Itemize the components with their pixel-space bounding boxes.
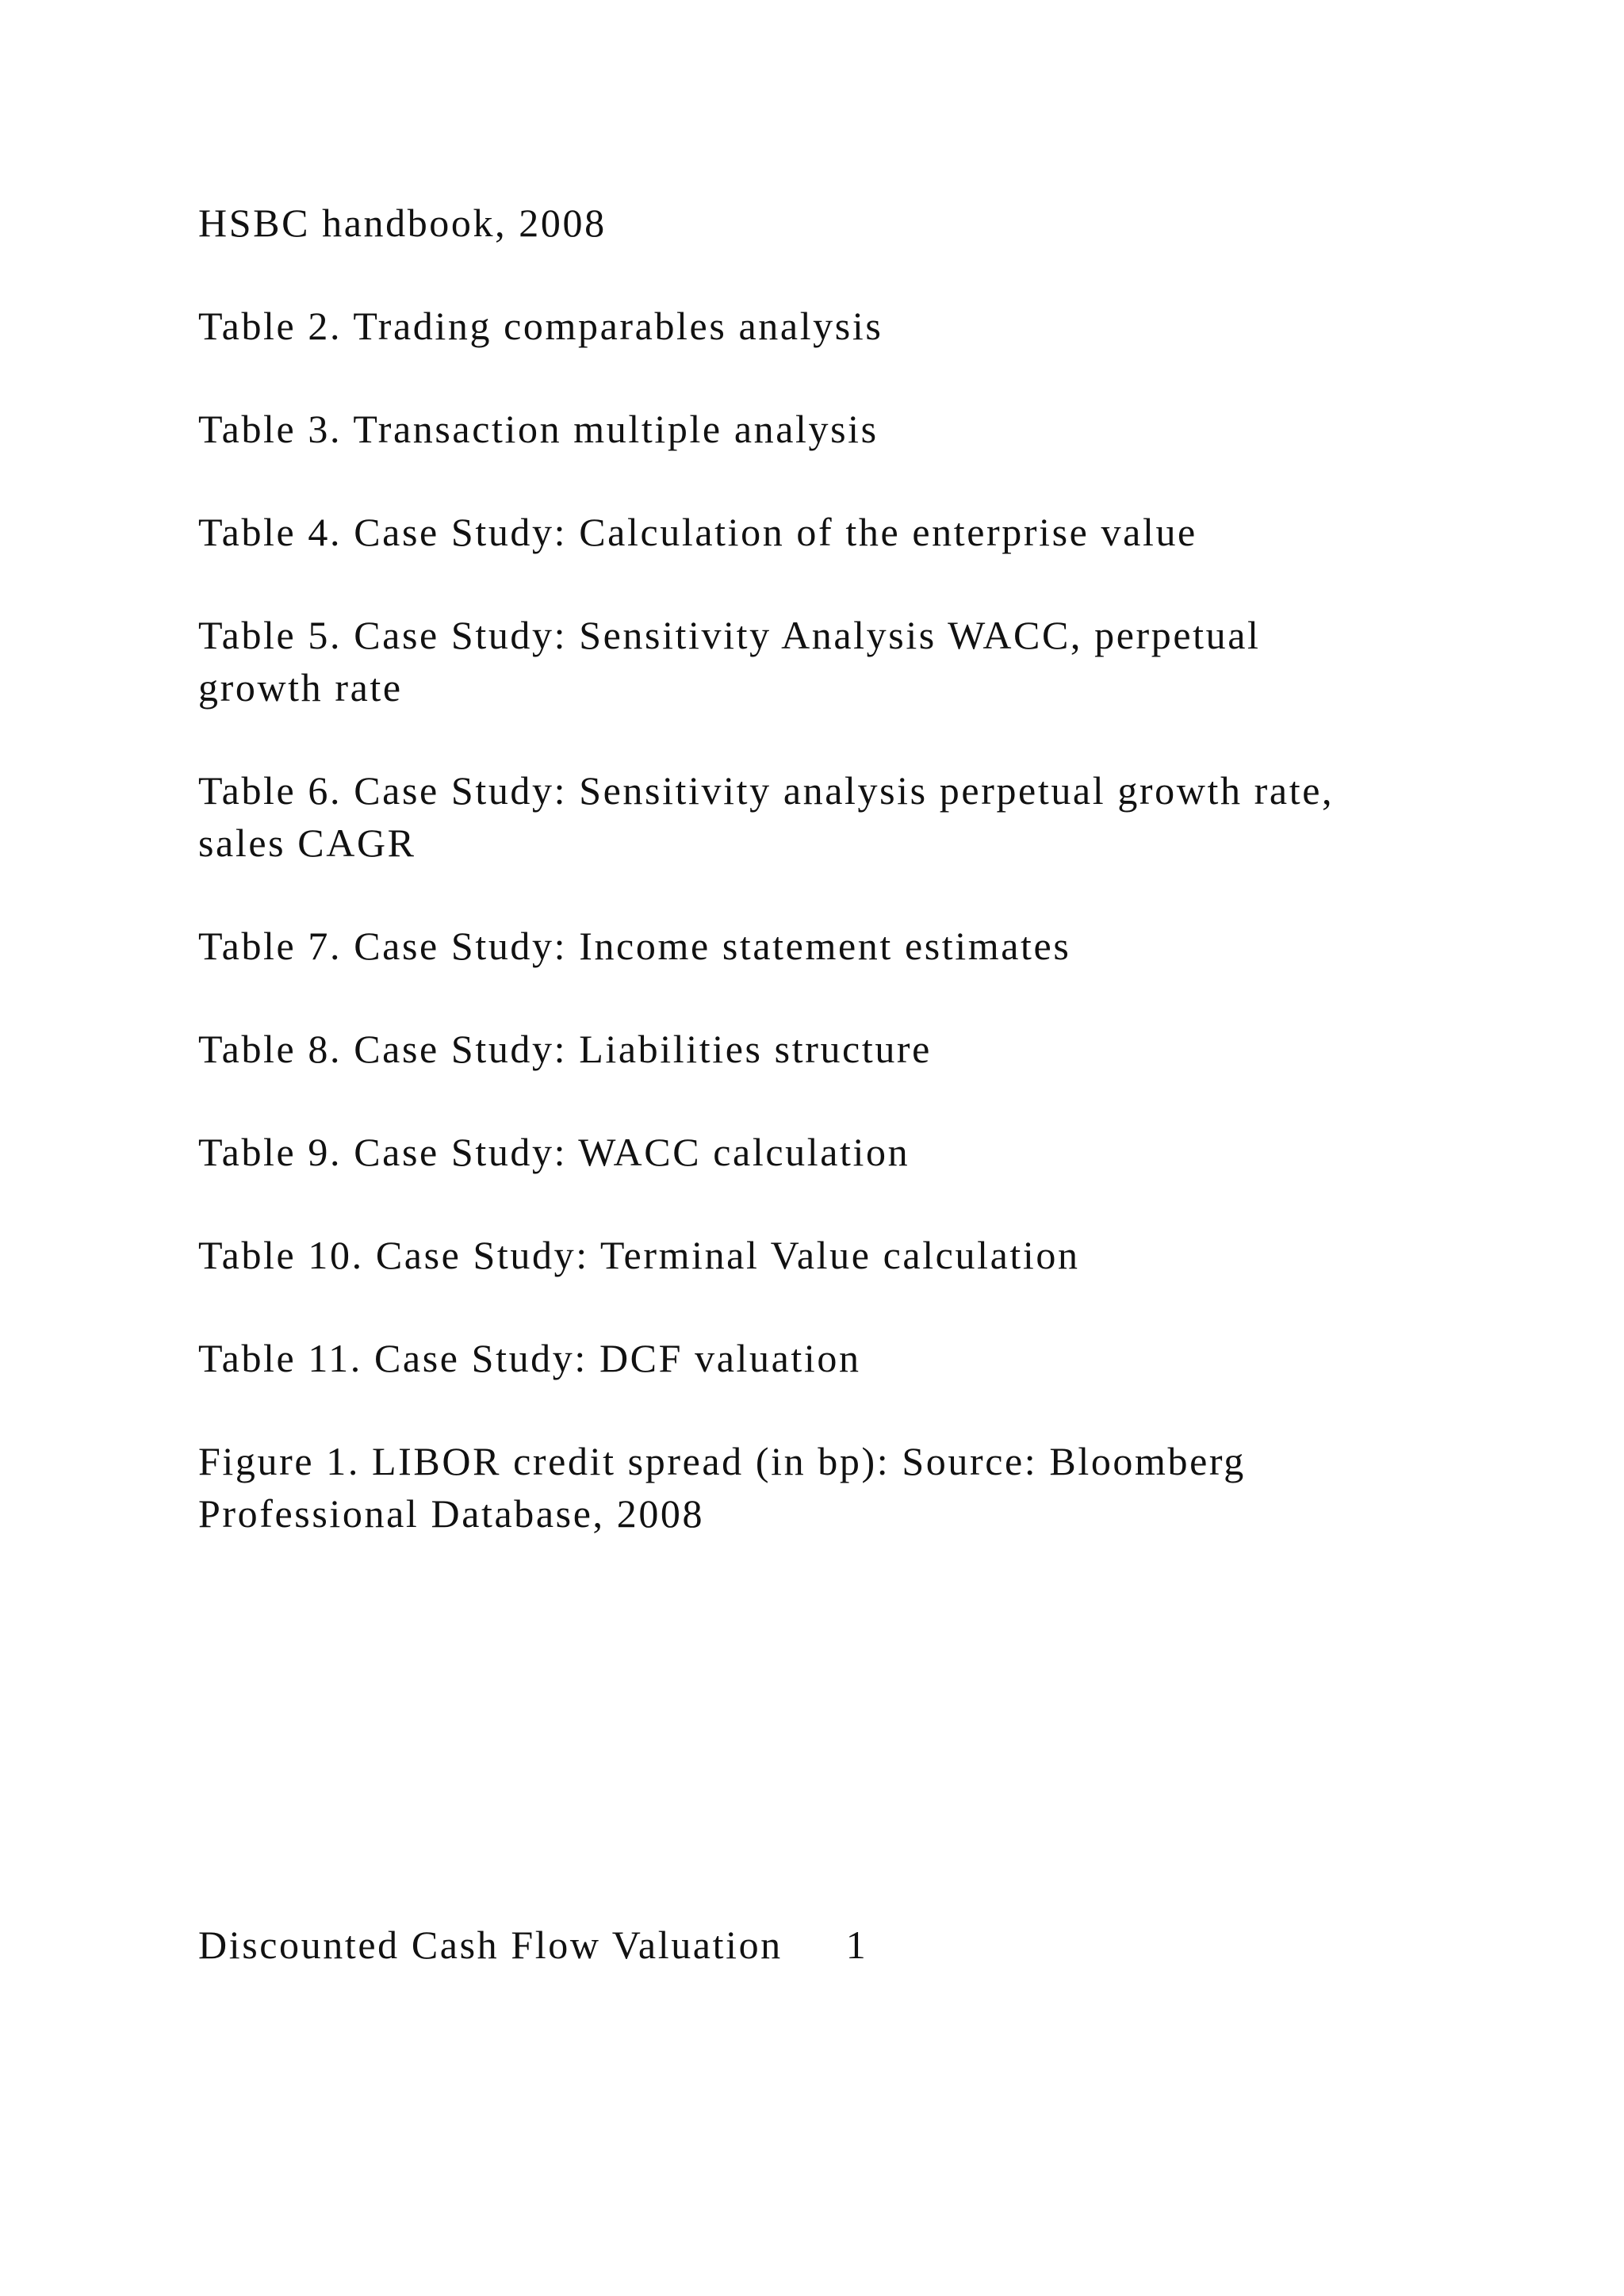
page-footer <box>198 1919 1150 1971</box>
table-caption-entry: Table 4. Case Study: Calculation of the enterprise value <box>198 510 1197 554</box>
table-caption-entry: Table 9. Case Study: WACC calculation <box>198 1130 910 1174</box>
table-caption-entry: Table 3. Transaction multiple analysis <box>198 407 879 451</box>
table-caption-entry: Table 11. Case Study: DCF valuation <box>198 1336 861 1380</box>
table-caption-entry: Table 5. Case Study: Sensitivity Analysis WACC, perpetual growth rate <box>198 613 1261 710</box>
figure-caption-entry: Figure 1. LIBOR credit spread (in bp): Source: Bloomberg Professional Database, 2008 <box>198 1439 1246 1536</box>
reference-entry: HSBC handbook, 2008 <box>198 201 607 245</box>
table-caption-entry: Table 7. Case Study: Income statement estimates <box>198 924 1071 968</box>
table-caption-entry: Table 6. Case Study: Sensitivity analysis perpetual growth rate, sales CAGR <box>198 768 1335 865</box>
page-number: 1 <box>845 1923 868 1967</box>
running-title: Discounted Cash Flow Valuation <box>198 1923 783 1967</box>
table-caption-entry: Table 2. Trading comparables analysis <box>198 304 883 348</box>
table-caption-entry: Table 8. Case Study: Liabilities structure <box>198 1027 932 1071</box>
table-caption-entry: Table 10. Case Study: Terminal Value calculation <box>198 1233 1080 1277</box>
list-of-tables-and-figures <box>198 197 1467 1590</box>
